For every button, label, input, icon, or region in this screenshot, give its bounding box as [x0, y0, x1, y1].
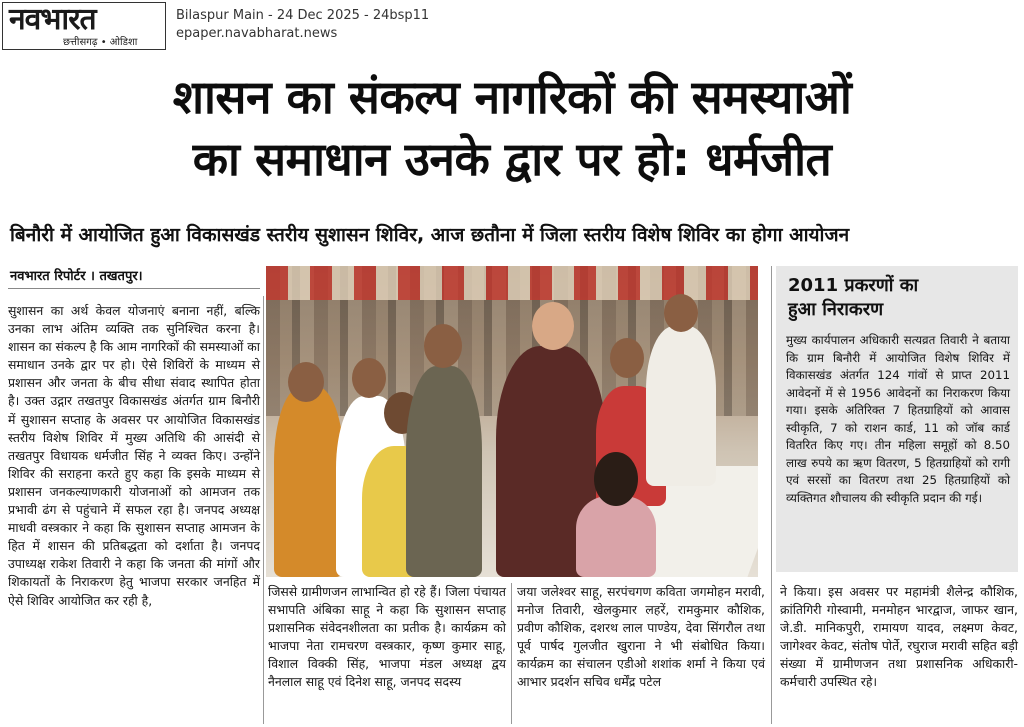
site-url[interactable]: epaper.navabharat.news — [176, 26, 338, 41]
photo-person — [406, 366, 482, 577]
column-divider — [511, 583, 512, 724]
article-column-3: जया जलेश्वर साहू, सरपंचगण कविता जगमोहन मरावी, मनोज तिवारी, खेलकुमार लहरें, रामकुमार कौशिक, प्रवीण कौशिक, दशरथ लाल पाण्डेय, देवा सिंगरौल तथा पूर्व पार्षद गुलजीत खुराना ने भी संबोधित किया। कार्यक्रम का संचालन एडीओ शशांक शर्मा ने किया एवं आभार प्रदर्शन सचिव धर्मेंद्र पटेल — [517, 584, 765, 690]
photo-person-head — [288, 362, 324, 402]
newspaper-logo — [2, 2, 166, 50]
headline-line-2: का समाधान उनके द्वार पर हो: धर्मजीत — [192, 132, 832, 186]
edition-info: Bilaspur Main - 24 Dec 2025 - 24bsp11 — [176, 8, 430, 23]
headline — [0, 66, 1024, 190]
photo-person-head — [352, 358, 386, 398]
photo-person — [274, 386, 344, 577]
article-column-1: सुशासन का अर्थ केवल योजनाएं बनाना नहीं, बल्कि उनका लाभ अंतिम व्यक्ति तक सुनिश्चित करना है। शासन का संकल्प है कि आम नागरिकों की समस्याओं का समाधान उनके द्वार पर हो। ऐसे शिविरों के माध्यम से प्रशासन और जनता के बीच सीधा संवाद स्थापित होता है। उक्त उद्गार तखतपुर विकासखंड अंतर्गत ग्राम बिनौरी में सुशासन सप्ताह के अवसर पर आयोजित विकासखंड स्तरीय विशेष शिविर में मुख्य अतिथि की आसंदी से तखतपुर विधायक धर्मजीत सिंह ने व्यक्त किए। उन्होंने शिविर की सराहना करते हुए कहा कि इसके माध्यम से प्रशासन जनकल्याणकारी योजनाओं को आमजन तक प्रभावी ढंग से पहुंचाने में सफल रहा है। जनपद अध्यक्ष माधवी वस्त्रकार ने कहा कि सुशासन सप्ताह आमजन के हित में शासन की प्रतिबद्धता को दर्शाता है। जनपद उपाध्यक्ष राकेश तिवारी ने कहा कि जनता की मांगों और शिकायतों के निराकरण हेतु भाजपा सरकार जनहित में ऐसे शिविर आयोजित कर रही है, — [8, 303, 260, 608]
news-photo — [266, 266, 758, 577]
sidebar-box — [776, 266, 1018, 572]
masthead — [0, 0, 1024, 52]
subheadline: बिनौरी में आयोजित हुआ विकासखंड स्तरीय सुशासन शिविर, आज छतौना में जिला स्तरीय विशेष शिविर का होगा आयोजन — [10, 224, 850, 246]
photo-person — [576, 496, 656, 577]
sidebar-text: मुख्य कार्यपालन अधिकारी सत्यव्रत तिवारी ने बताया कि ग्राम बिनौरी में आयोजित विशेष शिविर में विकासखंड अंतर्गत 124 गांवों से प्राप्त 2011 आवेदनों में से 1956 आवेदनों का निराकरण किया गया। इसके अतिरिक्त 7 हितग्राहियों को आवास स्वीकृति, 7 को राशन कार्ड, 11 को जॉब कार्ड वितरित किए गए। तीन महिला समूहों को 8.50 लाख रुपये का ऋण वितरण, 5 हितग्राहियों को रागी एवं सरसों का वितरण तथा 25 हितग्राहियों को व्यक्तिगत शौचालय की स्वीकृति प्रदान की गई। — [786, 333, 1010, 505]
byline-divider — [8, 288, 260, 289]
sidebar-title-line-2: हुआ निराकरण — [788, 299, 884, 320]
sidebar-title — [788, 274, 918, 322]
photo-person-head — [664, 294, 698, 332]
column-divider — [771, 266, 772, 724]
column-divider — [263, 296, 264, 724]
photo-person — [646, 326, 716, 486]
headline-line-1: शासन का संकल्प नागरिकों की समस्याओं — [172, 70, 852, 124]
article-column-4: ने किया। इस अवसर पर महामंत्री शैलेन्द्र कौशिक, क्रांतिगिरी गोस्वामी, मनमोहन भारद्वाज, जाफर खान, जे.डी. मानिकपुरी, रामायण यादव, लक्ष्मण केवट, जागेश्वर केवट, संतोष पोर्ते, रघुराज मरावी सहित बड़ी संख्या में ग्रामीणजन तथा प्रशासनिक अधिकारी-कर्मचारी उपस्थित रहे। — [780, 584, 1018, 690]
photo-person-head — [594, 452, 638, 506]
sidebar-title-line-1: 2011 प्रकरणों का — [788, 275, 919, 296]
photo-person-head — [532, 302, 574, 350]
article-column-2: जिससे ग्रामीणजन लाभान्वित हो रहे हैं। जिला पंचायत सभापति अंबिका साहू ने कहा कि सुशासन सप्ताह प्रशासनिक संवेदनशीलता का प्रतीक है। कार्यक्रम को भाजपा नेता रामचरण वस्त्रकार, कृष्ण कुमार साहू, विशाल विक्की सिंह, भाजपा मंडल अध्यक्ष द्वय नैनलाल साहू एवं दिनेश साहू, जनपद सदस्य — [268, 584, 506, 690]
photo-person-head — [424, 324, 462, 368]
logo-subtitle: छत्तीसगढ़ • ओडिशा — [63, 37, 138, 48]
logo-text: नवभारत — [9, 2, 96, 37]
byline: नवभारत रिपोर्टर । तखतपुर। — [10, 269, 143, 284]
photo-person-head — [610, 338, 644, 378]
